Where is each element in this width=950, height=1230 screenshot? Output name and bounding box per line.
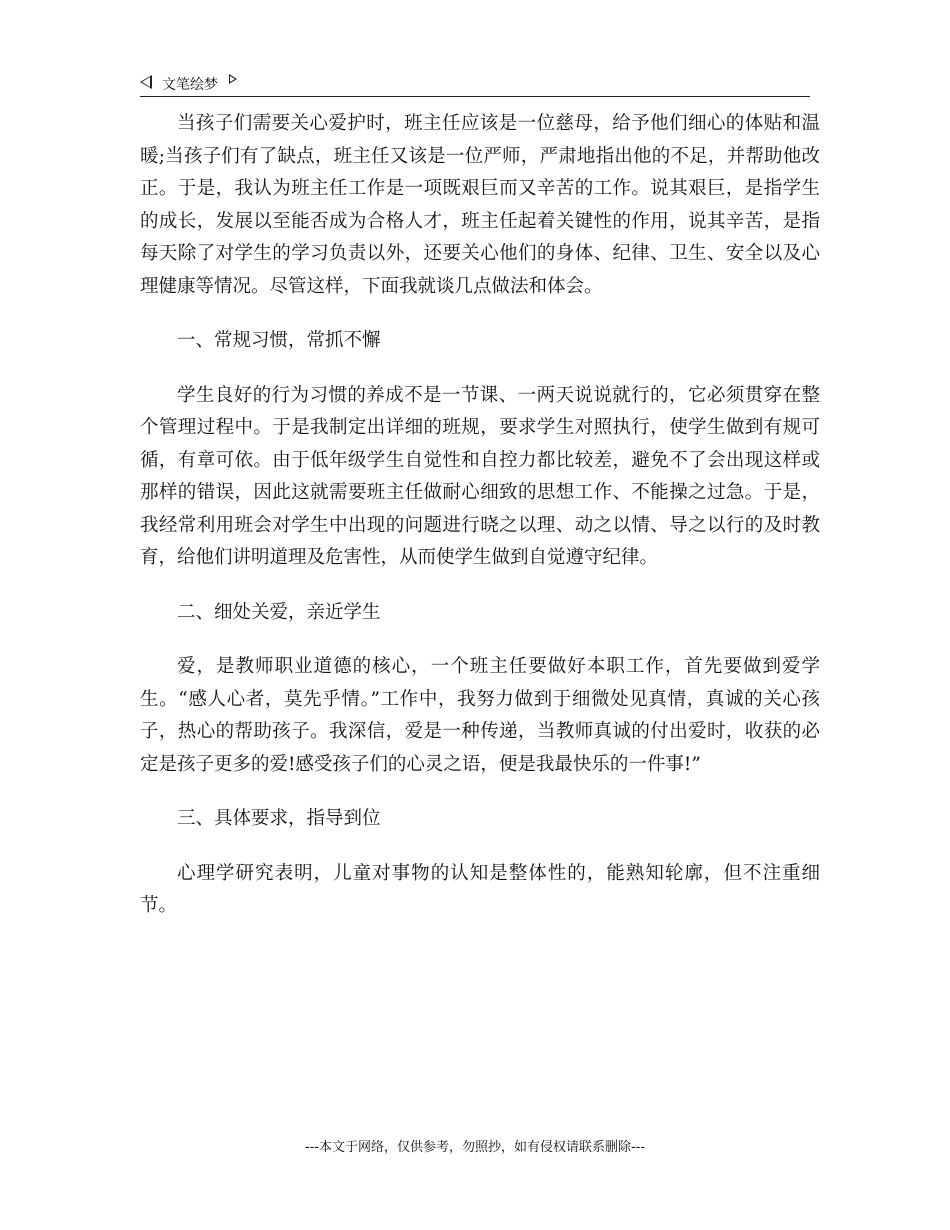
paragraph: 心理学研究表明，儿童对事物的认知是整体性的，能熟知轮廓，但不注重细节。 (140, 862, 820, 916)
document-body (140, 108, 820, 945)
triangle-left-icon (140, 75, 152, 89)
section-heading: 一、常规习惯，常抓不懈 (177, 330, 381, 351)
triangle-right-icon (229, 74, 237, 84)
section-heading: 二、细处关爱，亲近学生 (177, 601, 381, 623)
section-heading: 三、具体要求，指导到位 (177, 808, 381, 829)
paragraph: 爱，是教师职业道德的核心，一个班主任要做好本职工作，首先要做到爱学生。“感人心者，莫先乎情。”工作中，我努力做到于细微处见真情，真诚的关心孩子，热心的帮助孩子。我深信，爱是一种传递，当教师真诚的付出爱时，收获的必定是孩子更多的爱!感受孩子们的心灵之语，便是我最快乐的一件事!” (140, 656, 820, 775)
paragraph: 当孩子们需要关心爱护时，班主任应该是一位慈母，给予他们细心的体贴和温暖;当孩子们有了缺点，班主任又该是一位严师，严肃地指出他的不足，并帮助他改正。于是，我认为班主任工作是一项既艰巨而又辛苦的工作。说其艰巨，是指学生的成长，发展以至能否成为合格人才，班主任起着关键性的作用，说其辛苦，是指每天除了对学生的学习负责以外，还要关心他们的身体、纪律、卫生、安全以及心理健康等情况。尽管这样，下面我就谈几点做法和体会。 (140, 113, 820, 297)
page-header (140, 72, 810, 97)
header-brand: 文笔绘梦 (162, 77, 218, 93)
paragraph: 学生良好的行为习惯的养成不是一节课、一两天说说就行的，它必须贯穿在整个管理过程中。于是我制定出详细的班规，要求学生对照执行，使学生做到有规可循，有章可依。由于低年级学生自觉性和自控力都比较差，避免不了会出现这样或那样的错误，因此这就需要班主任做耐心细致的思想工作、不能操之过急。于是，我经常利用班会对学生中出现的问题进行晓之以理、动之以情、导之以行的及时教育，给他们讲明道理及危害性，从而使学生做到自觉遵守纪律。 (140, 384, 820, 568)
page-footer: ---本文于网络，仅供参考，勿照抄，如有侵权请联系删除--- (304, 1140, 646, 1155)
